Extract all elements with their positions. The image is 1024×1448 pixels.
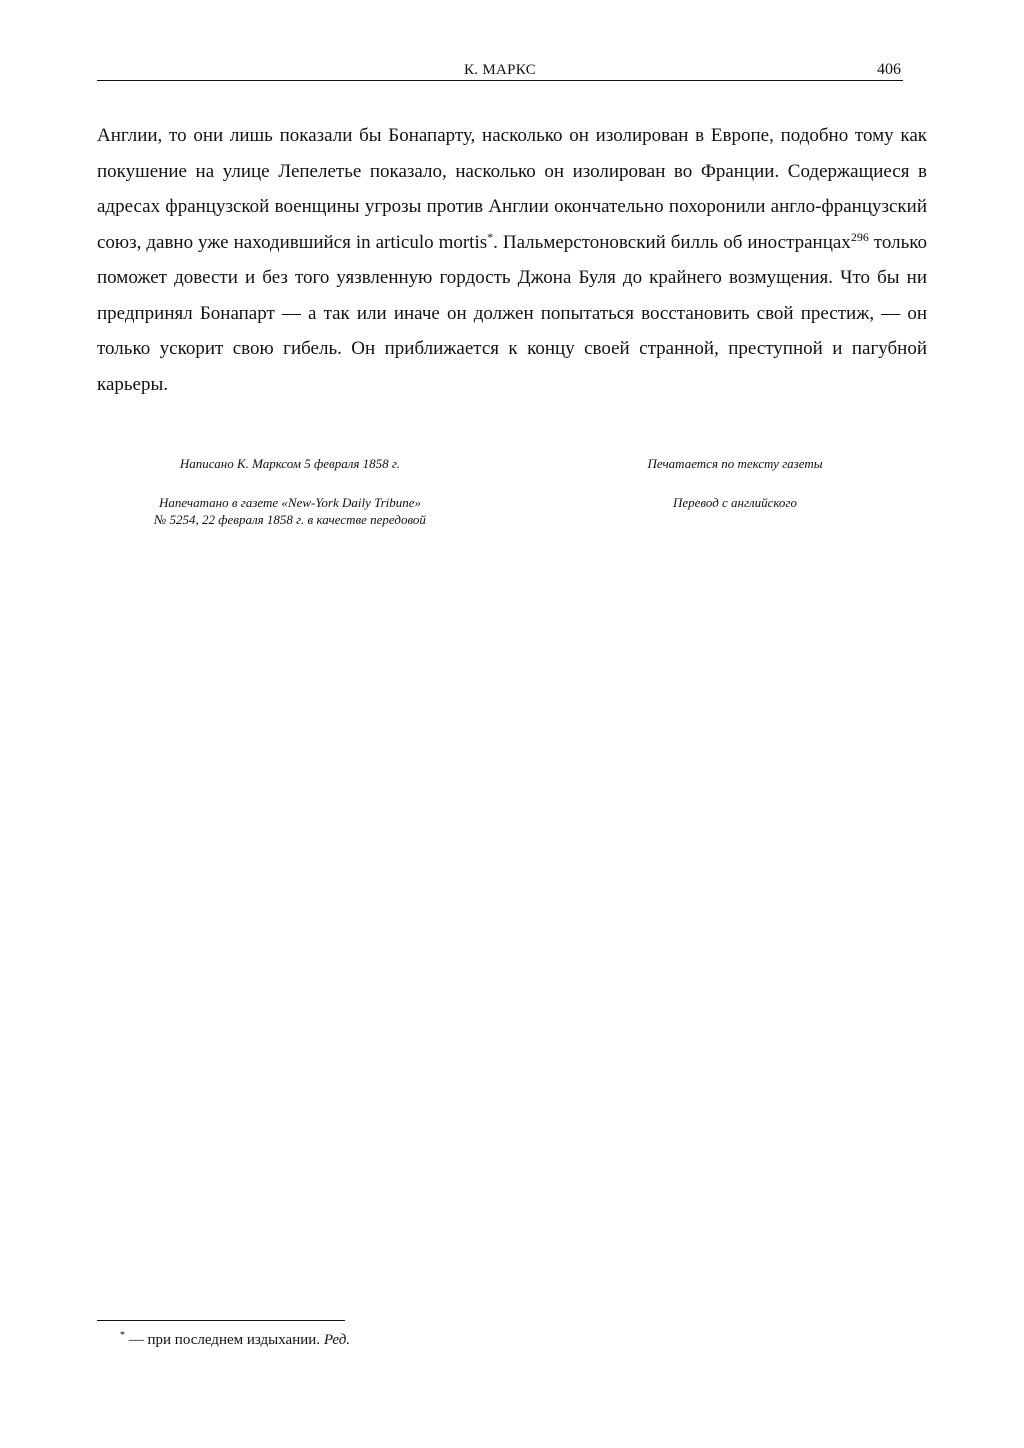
body-text-part-1: Англии, то они лишь показали бы Бонапарту, насколько он изолирован в Европе, подобно тому как покушение на улице Лепелетье показало, насколько он изолирован во Франции. Содержащиеся в адресах французской военщины угрозы против Англии окончательно похоронили англо-французский союз, давно уже находившийся in articulo mortis [97,125,927,253]
written-date-note: Написано К. Марксом 5 февраля 1858 г. [179,456,401,471]
footnote-divider [97,1320,345,1321]
body-paragraph [97,118,927,402]
footnote-text: — при последнем издыхании. [125,1332,324,1348]
footnote [120,1330,350,1350]
body-text-part-3: только поможет довести и без того уязвленную гордость Джона Буля до крайнего возмущения. Что бы ни предпринял Бонапарт — а так или иначе он должен попытаться восстановить свой престиж, — он только ускорит свою гибель. Он приближается к концу своей странной, преступной и пагубной карьеры. [97,231,927,395]
translation-note: Перевод с английского [672,495,798,510]
footnote-editor-mark: Ред. [323,1332,351,1348]
note-reference: 296 [850,229,869,244]
header-title: К. МАРКС [463,62,537,78]
publication-note [90,494,490,528]
publication-note-line-1: Напечатано в газете «New-York Daily Tribune» [158,495,422,510]
footnote-mark: * [120,1330,125,1341]
publication-note-line-2: № 5254, 22 февраля 1858 г. в качестве передовой [154,512,426,527]
running-header [97,60,903,81]
footnote-marker: * [487,229,494,244]
page-number: 406 [877,61,901,78]
source-note: Печатается по тексту газеты [647,456,823,471]
body-text-part-2: . Пальмерстоновский билль об иностранцах [493,231,851,253]
